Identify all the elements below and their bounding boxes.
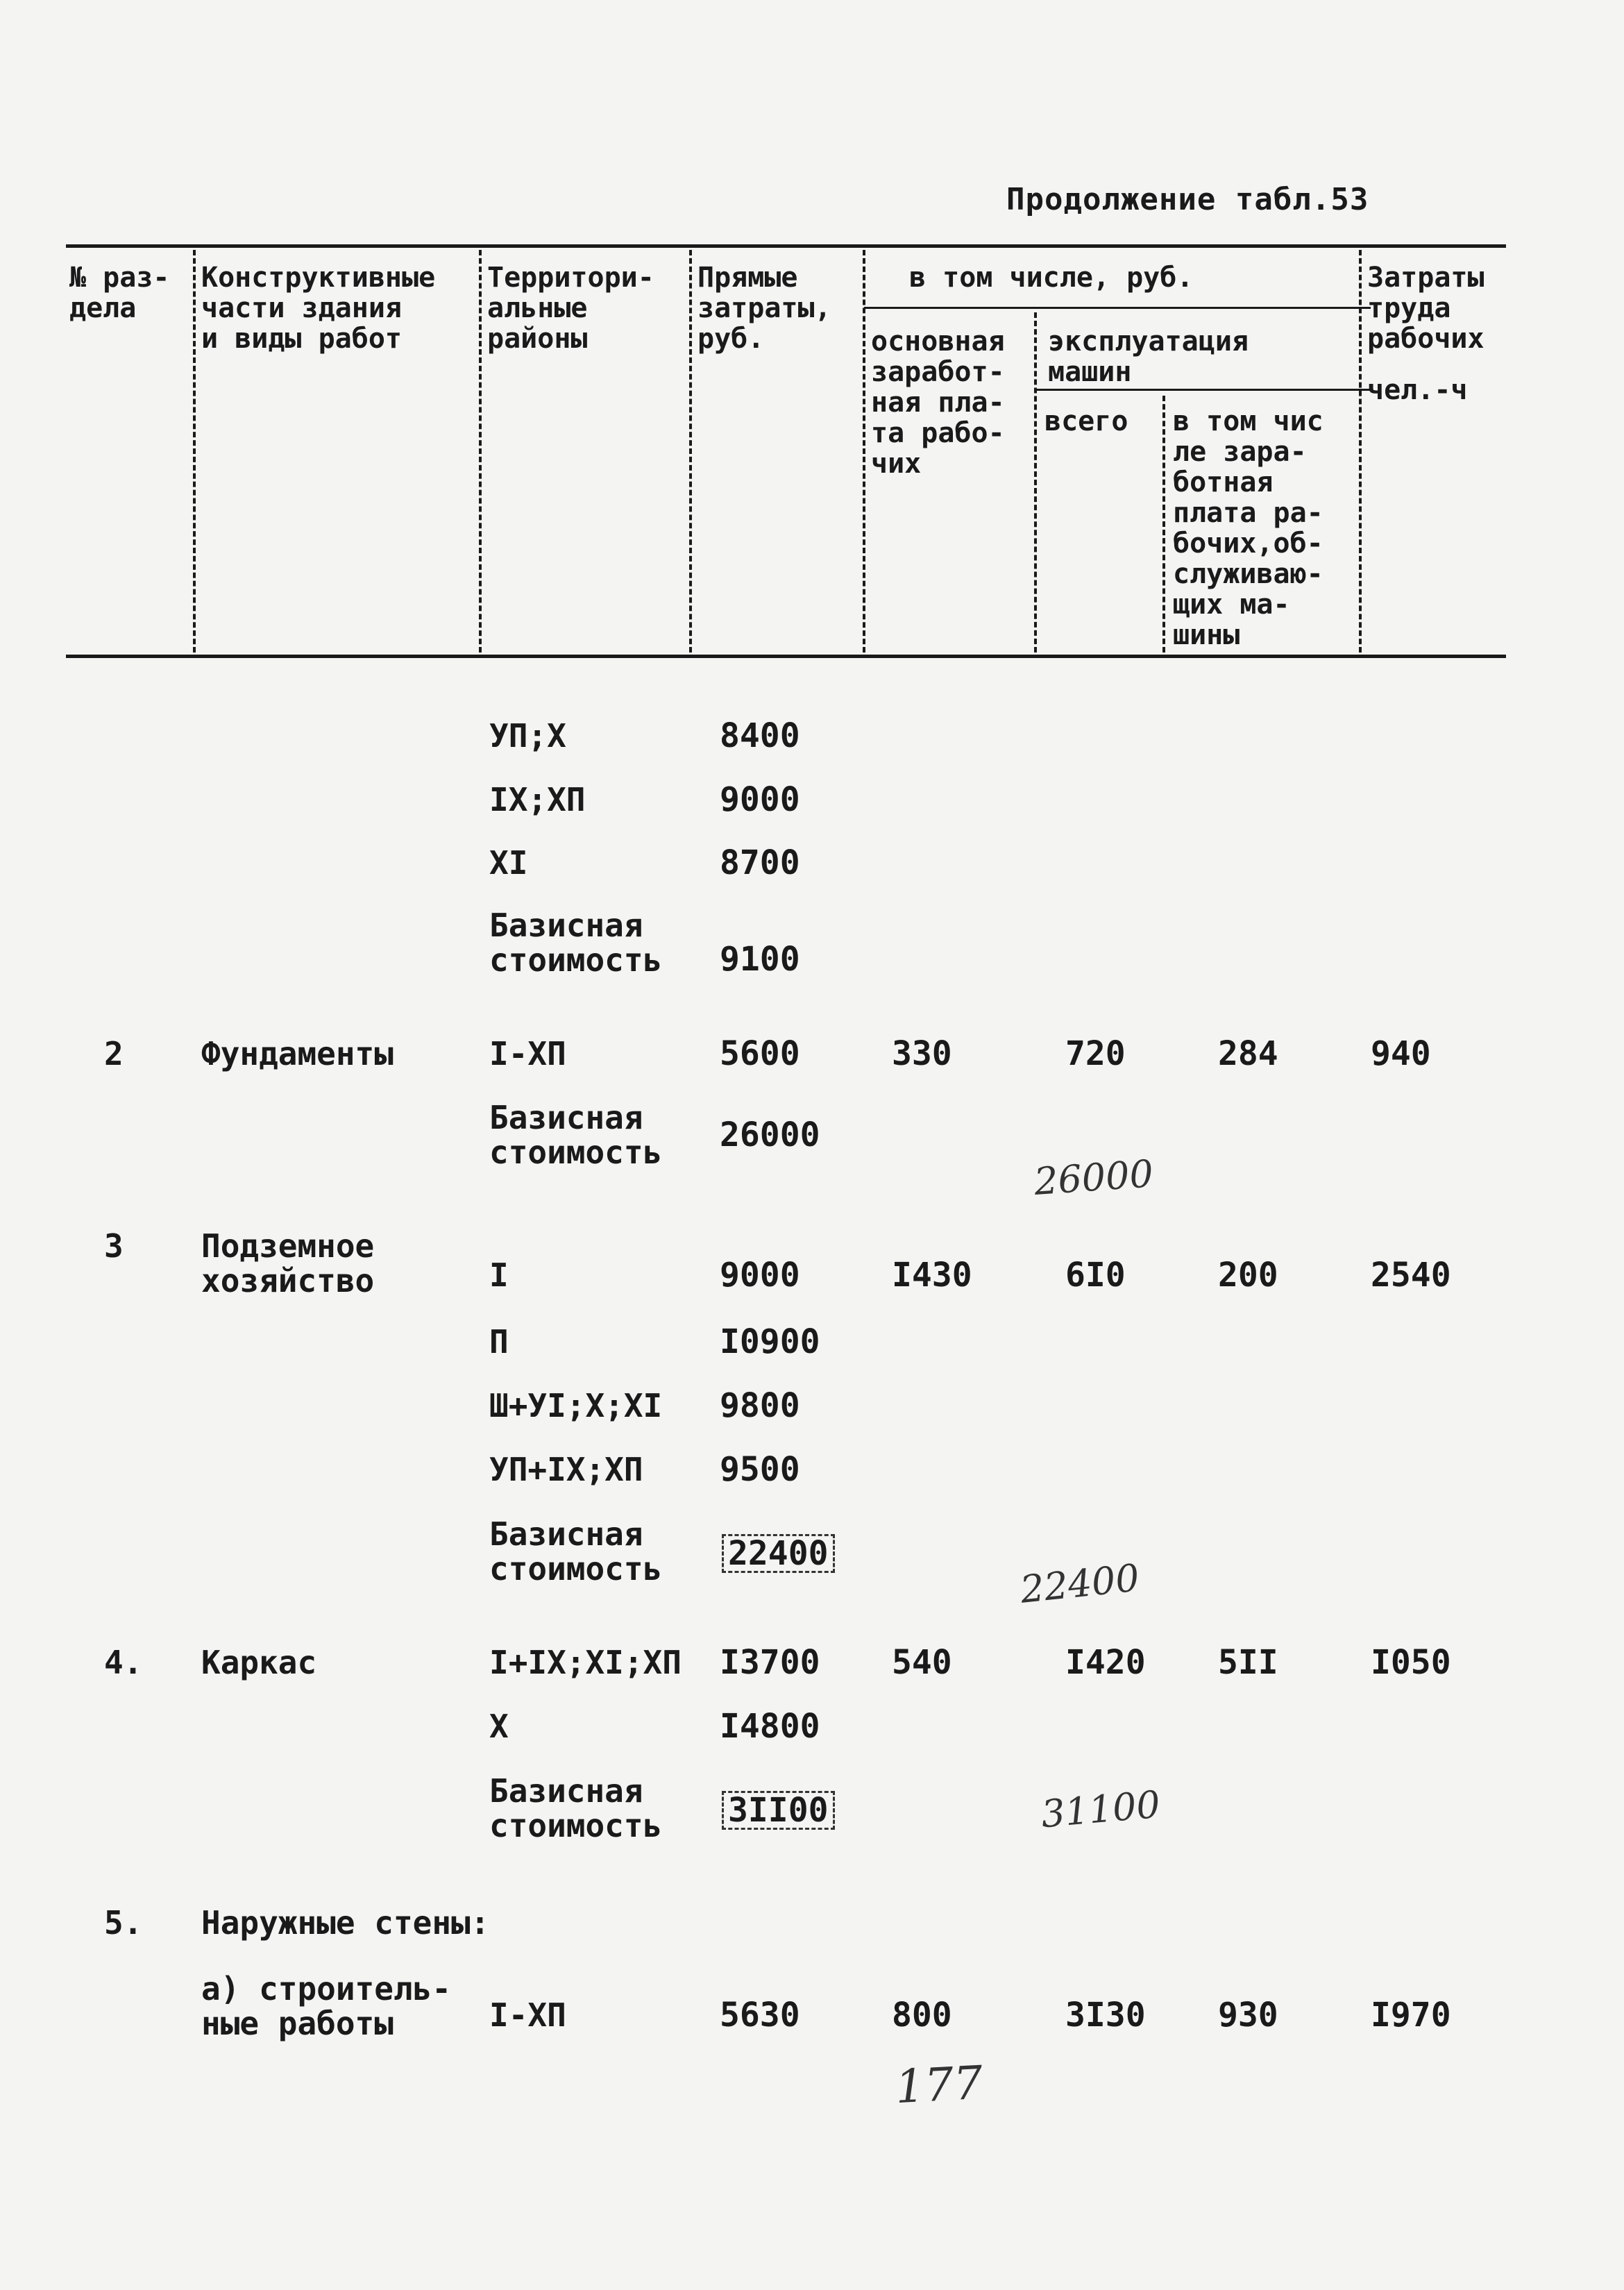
header-divider bbox=[1162, 396, 1165, 653]
row-direct: I4800 bbox=[720, 1707, 820, 1746]
row-labor: 940 bbox=[1371, 1034, 1431, 1073]
row-machines-total: 6I0 bbox=[1065, 1256, 1126, 1295]
header-machines-total: всего bbox=[1044, 405, 1128, 437]
row-machines-wage: 930 bbox=[1218, 1996, 1278, 2035]
row-direct: 9800 bbox=[720, 1386, 800, 1425]
header-including: в том числе, руб. bbox=[909, 262, 1194, 294]
header-divider bbox=[689, 250, 692, 653]
row-labor: I970 bbox=[1371, 1996, 1451, 2035]
row-direct: 22400 bbox=[722, 1534, 835, 1573]
header-regions: Территори- альные районы bbox=[487, 262, 654, 355]
header-divider bbox=[1359, 250, 1362, 653]
header-divider bbox=[1034, 312, 1037, 653]
handwritten-note: 22400 bbox=[1018, 1556, 1142, 1612]
row-machines-wage: 284 bbox=[1218, 1034, 1278, 1073]
header-bottom-rule bbox=[66, 655, 1506, 658]
table-caption: Продолжение табл.53 bbox=[1006, 182, 1369, 217]
header-top-rule bbox=[66, 244, 1506, 248]
row-direct: I3700 bbox=[720, 1643, 820, 1682]
row-region: I bbox=[489, 1256, 509, 1294]
row-direct: 9000 bbox=[720, 780, 800, 819]
header-machines-wage: в том чис ле зара- ботная плата ра- бочих,об- служиваю- щих ма- шины bbox=[1173, 405, 1323, 651]
row-direct: I0900 bbox=[720, 1322, 820, 1361]
header-divider bbox=[479, 250, 482, 653]
row-region: IX;XП bbox=[489, 781, 586, 818]
row-direct: 9100 bbox=[720, 940, 800, 979]
header-parts: Конструктивные части здания и виды работ bbox=[201, 262, 436, 355]
header-labor: Затраты труда рабочих bbox=[1367, 262, 1485, 355]
row-section-no: 3 bbox=[104, 1227, 124, 1265]
row-region: П bbox=[489, 1323, 509, 1361]
header-divider bbox=[193, 250, 196, 653]
row-machines-wage: 5II bbox=[1218, 1643, 1278, 1682]
row-region: Базисная стоимость bbox=[489, 1099, 663, 1171]
machines-subheader-rule bbox=[1034, 389, 1371, 391]
handwritten-page-number: 177 bbox=[894, 2055, 984, 2114]
handwritten-note: 31100 bbox=[1039, 1782, 1162, 1837]
row-part: Подземное хозяйство bbox=[201, 1227, 375, 1299]
incl-subheader-rule bbox=[864, 307, 1371, 309]
row-region: XI bbox=[489, 844, 528, 882]
row-region: Базисная стоимость bbox=[489, 907, 663, 979]
row-region: УП;Х bbox=[489, 717, 566, 755]
row-part: Каркас bbox=[201, 1644, 317, 1681]
row-region: Базисная стоимость bbox=[489, 1772, 663, 1844]
header-labor-unit: чел.-ч bbox=[1367, 374, 1468, 406]
row-section-no: 4. bbox=[104, 1644, 143, 1681]
row-region: Базисная стоимость bbox=[489, 1515, 663, 1588]
row-basic-wage: I430 bbox=[892, 1256, 972, 1295]
row-machines-total: 720 bbox=[1065, 1034, 1126, 1073]
row-region: I-XП bbox=[489, 1035, 566, 1072]
handwritten-note: 26000 bbox=[1033, 1152, 1155, 1204]
row-section-no: 5. bbox=[104, 1904, 143, 1942]
row-machines-total: 3I30 bbox=[1065, 1996, 1146, 2035]
row-region: УП+IX;XП bbox=[489, 1451, 643, 1488]
row-basic-wage: 540 bbox=[892, 1643, 952, 1682]
row-part: Фундаменты bbox=[201, 1035, 394, 1072]
row-basic-wage: 330 bbox=[892, 1034, 952, 1073]
row-region: I+IX;XI;XП bbox=[489, 1644, 682, 1681]
row-direct: 3II00 bbox=[722, 1791, 835, 1830]
header-machines: эксплуатация машин bbox=[1048, 326, 1249, 388]
row-direct: 26000 bbox=[720, 1115, 820, 1154]
row-direct: 8700 bbox=[720, 843, 800, 882]
row-region: Ш+УI;X;XI bbox=[489, 1387, 663, 1424]
row-direct: 8400 bbox=[720, 716, 800, 755]
row-labor: 2540 bbox=[1371, 1256, 1451, 1295]
header-divider bbox=[863, 250, 865, 653]
row-section-no: 2 bbox=[104, 1035, 124, 1072]
row-part: Наружные стены: bbox=[201, 1904, 490, 1942]
row-direct: 9500 bbox=[720, 1450, 800, 1489]
row-labor: I050 bbox=[1371, 1643, 1451, 1682]
header-basic-wage: основная заработ- ная пла- та рабо- чих bbox=[871, 326, 1005, 480]
row-basic-wage: 800 bbox=[892, 1996, 952, 2035]
row-region: X bbox=[489, 1708, 509, 1745]
header-section-no: № раз- дела bbox=[69, 262, 170, 324]
row-direct: 5630 bbox=[720, 1996, 800, 2035]
row-direct: 5600 bbox=[720, 1034, 800, 1073]
header-direct-costs: Прямые затраты, руб. bbox=[697, 262, 831, 355]
row-part: а) строитель- ные работы bbox=[201, 1970, 452, 2042]
row-region: I-XП bbox=[489, 1996, 566, 2034]
row-machines-total: I420 bbox=[1065, 1643, 1146, 1682]
row-machines-wage: 200 bbox=[1218, 1256, 1278, 1295]
row-direct: 9000 bbox=[720, 1256, 800, 1295]
